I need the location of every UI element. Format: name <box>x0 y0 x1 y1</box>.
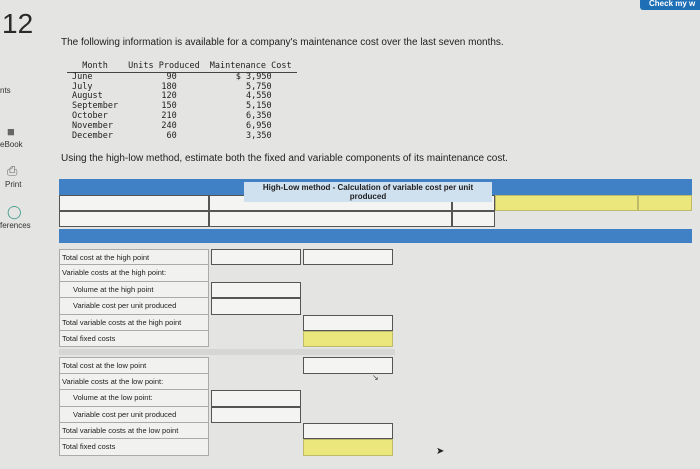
empty-cell <box>303 282 393 298</box>
units-cell: 180 <box>161 81 177 92</box>
low-total-variable-input[interactable] <box>303 423 393 439</box>
references-link[interactable]: ferences <box>0 221 31 230</box>
month-cell: November <box>72 120 113 131</box>
high-variable-unit-label: Variable cost per unit produced <box>59 298 209 314</box>
month-cell: December <box>72 130 113 141</box>
empty-cell <box>303 298 393 314</box>
cost-cell: 3,350 <box>246 130 272 141</box>
answer-cell[interactable] <box>638 195 692 211</box>
input-cell[interactable] <box>452 211 495 227</box>
maintenance-data-table <box>67 62 297 141</box>
high-total-variable-label: Total variable costs at the high point <box>59 315 209 331</box>
empty-cell <box>303 407 393 423</box>
empty-cell <box>211 331 301 347</box>
empty-cell <box>638 211 692 227</box>
worksheet-header-band <box>59 179 692 201</box>
printer-icon[interactable]: ⎙ <box>7 163 18 178</box>
check-my-work-button[interactable]: Check my w <box>640 0 700 10</box>
empty-cell <box>211 374 301 390</box>
print-link[interactable]: Print <box>5 180 22 189</box>
empty-cell <box>211 265 301 281</box>
references-icon[interactable]: ◯ <box>7 204 22 219</box>
empty-cell <box>211 315 301 331</box>
low-total-cost-input[interactable] <box>303 357 393 373</box>
high-variable-costs-label: Variable costs at the high point: <box>59 265 209 281</box>
ebook-link[interactable]: eBook <box>0 140 23 149</box>
cost-cell: 5,750 <box>246 81 272 92</box>
units-cell: 60 <box>166 130 177 141</box>
col-header-month: Month <box>67 62 123 72</box>
input-cell[interactable] <box>59 211 209 227</box>
low-total-fixed-label: Total fixed costs <box>59 439 209 455</box>
low-variable-unit-label: Variable cost per unit produced <box>59 407 209 423</box>
input-cell[interactable] <box>209 211 452 227</box>
question-number: 12 <box>2 8 34 39</box>
empty-cell <box>303 265 393 281</box>
points-label: nts <box>0 86 11 95</box>
col-header-units: Units Produced <box>123 62 205 72</box>
book-icon[interactable]: ■ <box>7 124 15 139</box>
high-total-cost-input[interactable] <box>211 249 301 265</box>
high-variable-unit-input[interactable] <box>211 298 301 314</box>
high-volume-input[interactable] <box>211 282 301 298</box>
cost-cell: 5,150 <box>246 101 272 112</box>
units-cell: 120 <box>161 91 177 102</box>
dropdown-chevron-icon[interactable]: ↘ <box>372 373 379 382</box>
mouse-cursor-icon: ➤ <box>436 446 445 457</box>
input-cell[interactable] <box>59 195 209 211</box>
high-total-fixed-label: Total fixed costs <box>59 331 209 347</box>
answer-cell[interactable] <box>495 195 638 211</box>
month-cell: August <box>72 91 103 102</box>
low-total-cost-label: Total cost at the low point <box>59 357 209 373</box>
low-total-fixed-answer[interactable] <box>303 439 393 455</box>
month-cell: September <box>72 101 119 112</box>
empty-cell <box>211 357 301 373</box>
cost-cell: 4,550 <box>246 91 272 102</box>
low-volume-label: Volume at the low point: <box>59 390 209 406</box>
month-cell: June <box>72 71 93 82</box>
high-total-cost-input-2[interactable] <box>303 249 393 265</box>
input-row <box>59 211 692 227</box>
month-cell: October <box>72 110 108 121</box>
intro-text: The following information is available for a company's maintenance cost over the last seven months. <box>61 37 504 48</box>
empty-cell <box>495 211 638 227</box>
low-total-variable-label: Total variable costs at the low point <box>59 423 209 439</box>
empty-cell <box>303 374 393 390</box>
high-low-worksheet <box>59 179 692 456</box>
high-point-section <box>59 249 692 347</box>
units-cell: 240 <box>161 120 177 131</box>
instruction-text: Using the high-low method, estimate both the fixed and variable components of its maintenance cost. <box>61 153 508 164</box>
table-row <box>67 132 297 142</box>
cost-cell: 6,350 <box>246 110 272 121</box>
high-total-cost-label: Total cost at the high point <box>59 249 209 265</box>
empty-cell <box>211 423 301 439</box>
col-header-cost: Maintenance Cost <box>205 62 297 72</box>
low-volume-input[interactable] <box>211 390 301 406</box>
high-volume-label: Volume at the high point <box>59 282 209 298</box>
units-cell: 90 <box>166 71 177 82</box>
cost-cell: 6,950 <box>246 120 272 131</box>
empty-cell <box>211 439 301 455</box>
high-total-fixed-answer[interactable] <box>303 331 393 347</box>
worksheet-divider-band <box>59 229 692 243</box>
empty-cell <box>303 390 393 406</box>
units-cell: 150 <box>161 101 177 112</box>
high-total-variable-input[interactable] <box>303 315 393 331</box>
section-divider <box>59 349 395 355</box>
low-variable-unit-input[interactable] <box>211 407 301 423</box>
worksheet-title: High-Low method - Calculation of variable cost per unit produced <box>244 182 492 202</box>
units-cell: 210 <box>161 110 177 121</box>
low-variable-costs-label: Variable costs at the low point: <box>59 374 209 390</box>
cost-cell: $ 3,950 <box>235 71 272 82</box>
month-cell: July <box>72 81 93 92</box>
